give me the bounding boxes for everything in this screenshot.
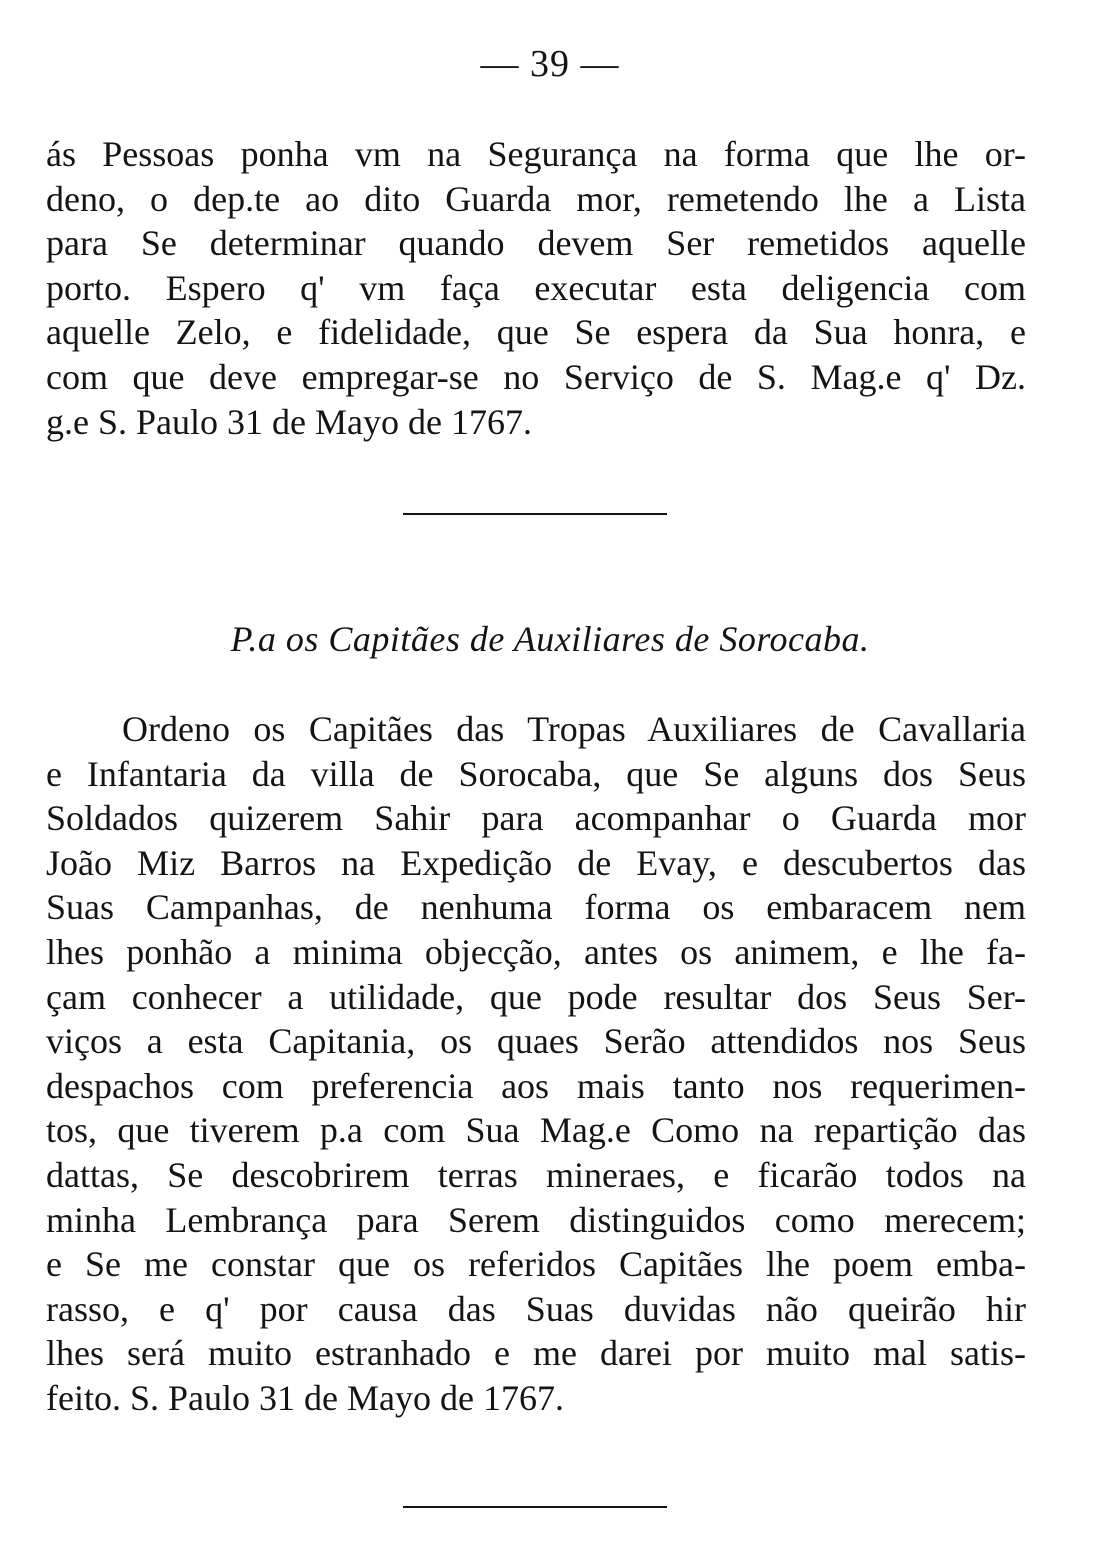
text-line: Ordeno os Capitães das Tropas Auxiliares de Cavallaria bbox=[122, 709, 1026, 749]
text-line: çam conhecer a utilidade, que pode resultar dos Seus Ser- bbox=[46, 976, 1026, 1017]
text-line: com que deve empregar-se no Serviço de S. Mag.e q' Dz. bbox=[46, 356, 1026, 397]
text-line: feito. S. Paulo 31 de Mayo de 1767. bbox=[46, 1377, 564, 1418]
section-divider bbox=[403, 513, 667, 515]
text-line: rasso, e q' por causa das Suas duvidas não queirão hir bbox=[46, 1288, 1026, 1329]
page-number: — 39 — bbox=[480, 43, 620, 85]
section-heading: P.a os Capitães de Auxiliares de Sorocaba. bbox=[230, 619, 870, 659]
text-line: para Se determinar quando devem Ser remetidos aquelle bbox=[46, 223, 1026, 264]
text-line: minha Lembrança para Serem distinguidos como merecem; bbox=[46, 1199, 1026, 1240]
text-line: e Infantaria da villa de Sorocaba, que Se alguns dos Seus bbox=[46, 753, 1026, 794]
text-line: ás Pessoas ponha vm na Segurança na forma que lhe or- bbox=[46, 134, 1026, 174]
text-line: deno, o dep.te ao dito Guarda mor, remetendo lhe a Lista bbox=[46, 178, 1026, 219]
text-line: porto. Espero q' vm faça executar esta deligencia com bbox=[46, 267, 1026, 308]
section-divider bbox=[403, 1506, 667, 1508]
letter-paragraph-1 bbox=[46, 132, 1026, 444]
text-line: dattas, Se descobrirem terras mineraes, e ficarão todos na bbox=[46, 1154, 1026, 1195]
text-line: despachos com preferencia aos mais tanto nos requerimen- bbox=[46, 1065, 1026, 1106]
text-line: viços a esta Capitania, os quaes Serão attendidos nos Seus bbox=[46, 1021, 1026, 1062]
text-line: Suas Campanhas, de nenhuma forma os embaracem nem bbox=[46, 887, 1026, 928]
text-line: tos, que tiverem p.a com Sua Mag.e Como na repartição das bbox=[46, 1110, 1026, 1151]
text-line: João Miz Barros na Expedição de Evay, e descubertos das bbox=[46, 842, 1026, 883]
text-line: e Se me constar que os referidos Capitães lhe poem emba- bbox=[46, 1244, 1026, 1285]
letter-paragraph-2 bbox=[46, 707, 1026, 1421]
text-line: aquelle Zelo, e fidelidade, que Se espera da Sua honra, e bbox=[46, 312, 1026, 353]
text-line: lhes será muito estranhado e me darei por muito mal satis- bbox=[46, 1333, 1026, 1374]
text-line: Soldados quizerem Sahir para acompanhar o Guarda mor bbox=[46, 798, 1026, 839]
text-line: g.e S. Paulo 31 de Mayo de 1767. bbox=[46, 401, 532, 442]
text-line: lhes ponhão a minima objecção, antes os animem, e lhe fa- bbox=[46, 931, 1026, 972]
